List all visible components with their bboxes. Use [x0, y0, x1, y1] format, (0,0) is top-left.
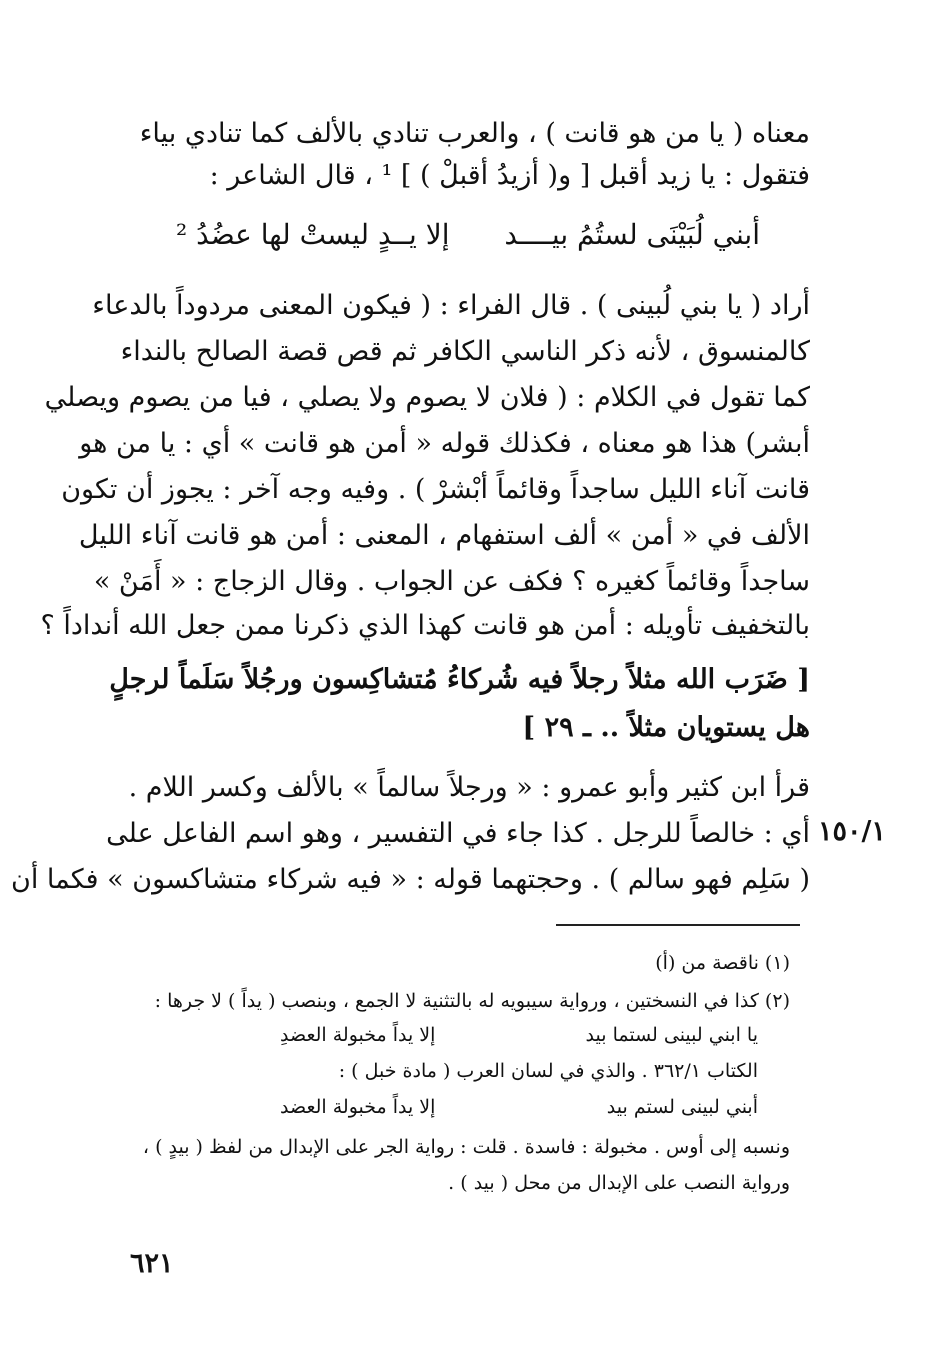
footnote-1: (١) ناقصة من (أ)	[655, 952, 790, 974]
body-line-7: قانت آناء الليل ساجداً وقائماً أبْشرْ ) . وفيه وجه آخر : يجوز أن تكون	[61, 474, 810, 505]
body-line-12: أي : خالصاً للرجل . كذا جاء في التفسير ، وهو اسم الفاعل على	[106, 818, 810, 849]
page-number: ٦٢١	[130, 1248, 174, 1279]
footnote-verse-2-left: إلا يداً مخبولة العضد	[280, 1096, 436, 1118]
footnote-2-line-3: ونسبه إلى أوس . مخبولة : فاسدة . قلت : رواية الجر على الإبدال من لفظ ( بيدٍ ) ،	[142, 1136, 790, 1158]
body-line-13: ( سَلِم فهو سالم ) . وحجتهما قوله : « فيه شركاء متشاكسون » فكما أن	[11, 864, 810, 895]
footnote-2-line-4: ورواية النصب على الإبدال من محل ( بيد ) .	[448, 1172, 790, 1194]
body-line-5: كما تقول في الكلام : ( فلان لا يصوم ولا يصلي ، فيا من يصوم ويصلي	[44, 382, 810, 413]
verse-left-hemistich: إلا يــدٍ ليستْ لها عضُدُ ²	[176, 218, 450, 251]
body-line-1: معناه ( يا من هو قانت ) ، والعرب تنادي بالألف كما تنادي بياء	[139, 118, 810, 149]
footnote-2-line-1: (٢) كذا في النسختين ، ورواية سيبويه له بالتثنية لا الجمع ، وبنصب ( يداً ) لا جرها :	[154, 990, 790, 1012]
quran-verse-line-2: هل يستويان مثلاً .. ـ ٢٩ ]	[522, 712, 810, 743]
marginal-manuscript-ref: ١٥٠/١	[818, 816, 886, 847]
body-line-10: بالتخفيف تأويله : أمن هو قانت كهذا الذي ذكرنا ممن جعل الله أنداداً ؟	[40, 610, 810, 641]
verse-right-hemistich: أبني لُبَيْنَى لستُمُ بيــــد	[504, 218, 760, 251]
body-line-9: ساجداً وقائماً كغيره ؟ فكف عن الجواب . وقال الزجاج : « أَمَنْ »	[93, 566, 810, 597]
body-line-2: فتقول : يا زيد أقبل [ و( أزيدُ أقبلْ ) ] ¹ ، قال الشاعر :	[209, 160, 810, 191]
footnote-verse-1-left: إلا يداً مخبولة العضدِ	[280, 1024, 436, 1046]
footnote-verse-1-right: يا ابني لبينى لستما بيد	[585, 1024, 758, 1046]
body-line-8: الألف في « أمن » ألف استفهام ، المعنى : أمن هو قانت آناء الليل	[78, 520, 810, 551]
body-line-6: أبشر) هذا هو معناه ، فكذلك قوله « أمن هو قانت » أي : يا من هو	[79, 428, 810, 459]
quran-verse-line-1: [ ضَرَب الله مثلاً رجلاً فيه شُركاءُ مُتشاكِسون ورجُلاً سَلَماً لرجلٍ	[109, 664, 810, 695]
footnote-2-line-2: الكتاب ٣٦٢/١ . والذي في لسان العرب ( مادة خبل ) :	[338, 1060, 758, 1082]
body-line-11: قرأ ابن كثير وأبو عمرو : « ورجلاً سالماً » بالألف وكسر اللام .	[128, 772, 810, 803]
body-line-4: كالمنسوق ، لأنه ذكر الناسي الكافر ثم قص قصة الصالح بالنداء	[120, 336, 810, 367]
footnote-verse-2-right: أبني لبينى لستم بيد	[606, 1096, 758, 1118]
footnote-divider	[556, 924, 800, 926]
body-line-3: أراد ( يا بني لُبينى ) . قال الفراء : ( فيكون المعنى مردوداً بالدعاء	[92, 290, 810, 321]
